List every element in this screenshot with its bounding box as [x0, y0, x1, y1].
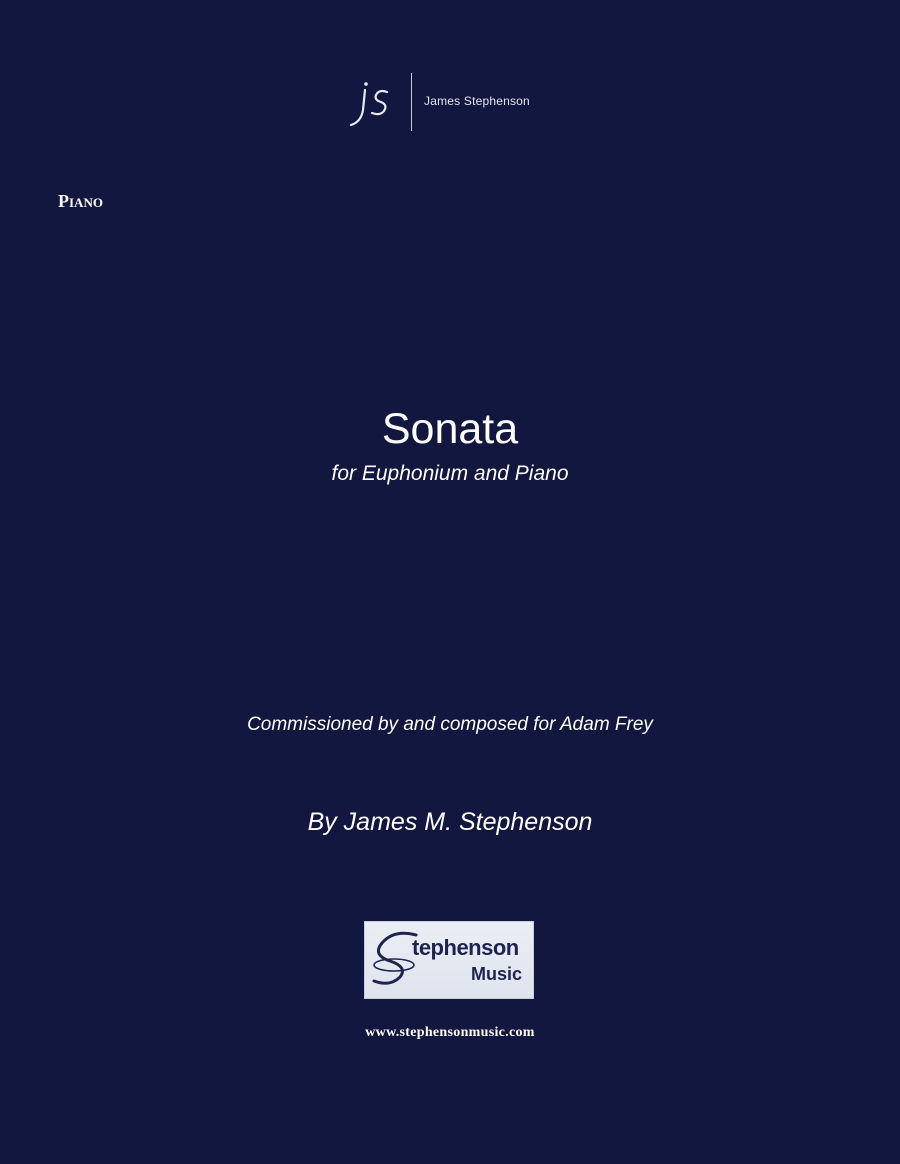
part-label: Piano — [58, 191, 103, 211]
composer-credit: By James M. Stephenson — [307, 808, 593, 836]
header-divider — [411, 73, 412, 131]
js-monogram-icon — [343, 80, 399, 134]
work-title: Sonata — [381, 405, 519, 453]
commission-note: Commissioned by and composed for Adam Frey — [247, 714, 653, 735]
publisher-logo-line2: Music — [471, 964, 523, 984]
header-composer-name: James Stephenson — [424, 94, 530, 108]
js-logo-mark — [343, 80, 399, 134]
publisher-logo-line1: tephenson — [412, 935, 519, 960]
work-subtitle: for Euphonium and Piano — [331, 462, 569, 485]
publisher-website: www.stephensonmusic.com — [365, 1025, 535, 1040]
publisher-logo — [364, 921, 534, 999]
